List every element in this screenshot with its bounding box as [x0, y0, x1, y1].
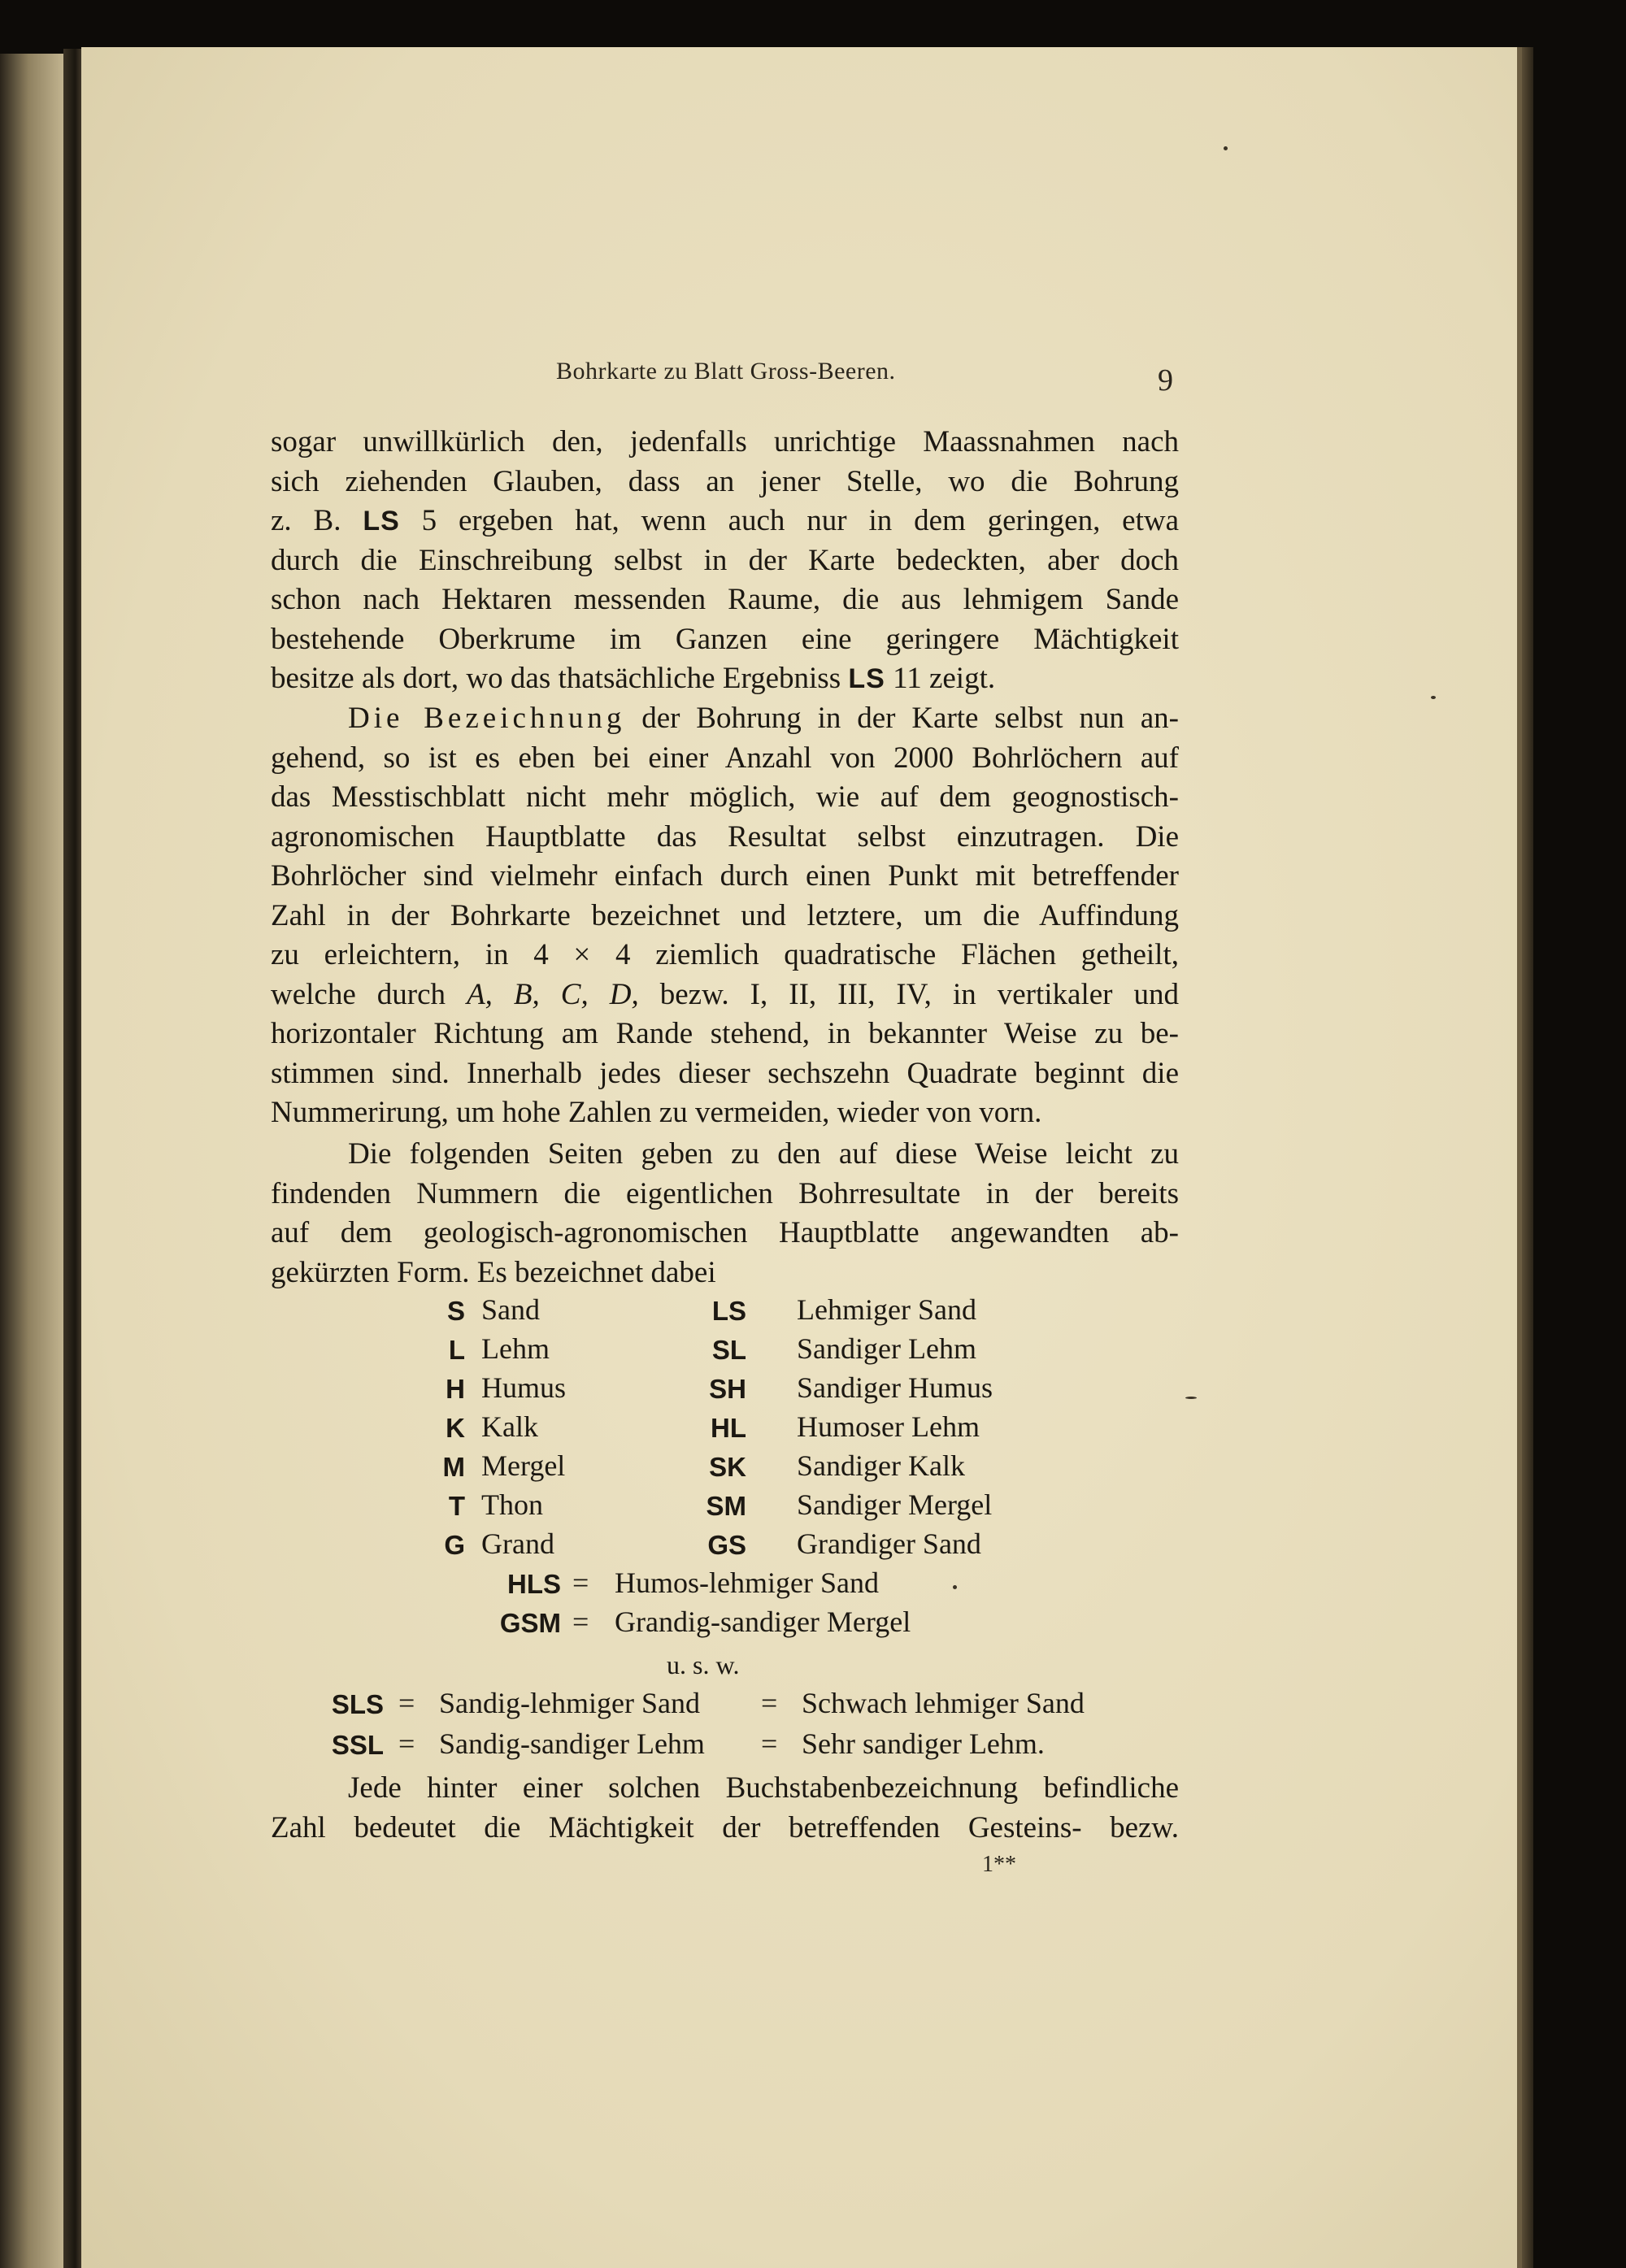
text-line: [271, 699, 1179, 739]
soil-code: T: [448, 1491, 465, 1521]
soil-name: Grandig-sandiger Mergel: [615, 1605, 911, 1638]
soil-name: Sandiger Lehm: [797, 1332, 976, 1365]
soil-name: Mergel: [481, 1449, 566, 1482]
equals-sign: =: [761, 1687, 778, 1719]
scan-speck: [1431, 696, 1436, 699]
legend-entry: [406, 1449, 650, 1488]
soil-alt-name: Sehr sandiger Lehm.: [802, 1727, 1045, 1760]
soil-name: Grand: [481, 1527, 554, 1560]
scan-speck: [1224, 146, 1228, 150]
page-edge-shadow: [1522, 47, 1533, 2268]
text-line: schon nach Hektaren messenden Raume, die aus lehmigem Sande: [271, 583, 1179, 616]
legend-entry: [711, 1293, 1057, 1332]
equals-sign: =: [572, 1605, 589, 1638]
legend-entry: [406, 1371, 650, 1410]
soil-name: Lehm: [481, 1332, 550, 1365]
soil-code: HL: [711, 1413, 746, 1443]
soil-name: Humoser Lehm: [797, 1410, 980, 1443]
text-line: sich ziehenden Glauben, dass an jener Stelle, wo die Bohrung: [271, 464, 1179, 498]
legend-entry: [709, 1371, 1057, 1410]
text-line: agronomischen Hauptblatte das Resultat selbst einzutragen. Die: [271, 819, 1179, 854]
legend-combined-entry: [488, 1566, 1008, 1605]
text-line: gehend, so ist es eben bei einer Anzahl von 2000 Bohrlöchern auf: [271, 741, 1179, 775]
legend-entry: [406, 1410, 650, 1449]
text-line: bestehende Oberkrume im Ganzen eine geringere Mächtigkeit: [271, 622, 1179, 656]
soil-name: Lehmiger Sand: [797, 1293, 976, 1326]
soil-code: G: [444, 1530, 465, 1560]
soil-code: LS: [711, 1296, 746, 1326]
text-line: Nummerirung, um hohe Zahlen zu vermeiden, wieder von vorn.: [271, 1096, 1042, 1129]
legend-entry: [711, 1410, 1057, 1449]
scan-speck: [953, 1585, 957, 1589]
text-line: das Messtischblatt nicht mehr möglich, wie auf dem geognostisch-: [271, 780, 1179, 814]
paragraph-3: [271, 1135, 1179, 1293]
soil-name: Sandiger Mergel: [797, 1488, 993, 1521]
text-line: [271, 975, 1179, 1015]
soil-code: SLS: [331, 1689, 384, 1719]
text-line: Jede hinter einer solchen Buchstabenbezeichnung befindliche: [348, 1771, 1179, 1805]
soil-code: GS: [707, 1530, 746, 1560]
soil-name: Thon: [481, 1488, 543, 1521]
etc-abbreviation: u. s. w.: [667, 1650, 740, 1679]
spaced-emphasis: Die Bezeichnung: [348, 702, 626, 735]
legend-combined-entry: [488, 1605, 1008, 1644]
printer-signature: 1**: [982, 1852, 1016, 1877]
soil-name: Sandig-lehmiger Sand: [439, 1687, 700, 1719]
text-line: Die folgenden Seiten geben zu den auf diese Weise leicht zu: [348, 1137, 1179, 1171]
soil-code: SH: [709, 1374, 746, 1404]
book-gutter: [63, 49, 83, 2268]
legend-entry: [709, 1449, 1057, 1488]
equals-sign: =: [761, 1727, 778, 1760]
text-segment: der Bohrung in der Karte selbst nun an-: [641, 702, 1179, 735]
text-line: [271, 659, 1179, 699]
soil-code: LS: [848, 663, 885, 694]
scan-speck: [1185, 1397, 1197, 1399]
equals-sign: =: [398, 1687, 415, 1719]
text-segment: besitze als dort, wo das thatsächliche Ergebniss: [271, 662, 841, 695]
text-line: sogar unwillkürlich den, jedenfalls unrichtige Maassnahmen nach: [271, 425, 1179, 458]
soil-code: SK: [709, 1452, 746, 1482]
text-segment: welche durch: [271, 977, 446, 1011]
soil-code: L: [448, 1335, 465, 1365]
text-line: findenden Nummern die eigentlichen Bohrresultate in der bereits: [271, 1176, 1179, 1210]
soil-name: Grandiger Sand: [797, 1527, 981, 1560]
soil-name: Sand: [481, 1293, 540, 1326]
soil-code: K: [446, 1413, 465, 1443]
text-line: Zahl in der Bohrkarte bezeichnet und letztere, um die Auffindung: [271, 898, 1179, 932]
text-line: stimmen sind. Innerhalb jedes dieser sechszehn Quadrate beginnt die: [271, 1056, 1179, 1090]
soil-code: S: [446, 1296, 465, 1326]
text-line: auf dem geologisch-agronomischen Hauptblatte angewandten ab-: [271, 1216, 1179, 1249]
text-line: [271, 502, 1179, 541]
legend-entry: [406, 1293, 650, 1332]
soil-code: M: [442, 1452, 465, 1482]
soil-code: HLS: [507, 1569, 561, 1599]
soil-alt-name: Schwach lehmiger Sand: [802, 1687, 1085, 1719]
equals-sign: =: [572, 1566, 589, 1599]
text-segment: 5 ergeben hat, wenn auch nur in dem geringen, etwa: [421, 504, 1180, 537]
soil-code: SM: [706, 1491, 746, 1521]
soil-code: H: [446, 1374, 465, 1404]
text-segment: z. B.: [271, 504, 341, 537]
legend-entry: [706, 1488, 1057, 1527]
text-line: gekürzten Form. Es bezeichnet dabei: [271, 1255, 716, 1289]
legend-special-entry: [315, 1727, 1177, 1766]
legend-entry: [406, 1527, 650, 1566]
legend-entry: [406, 1488, 650, 1527]
soil-name: Humus: [481, 1371, 567, 1404]
paragraph-2: [271, 699, 1179, 1133]
text-line: Zahl bedeutet die Mächtigkeit der betreffenden Gesteins- bezw.: [271, 1810, 1179, 1844]
text-segment: 11 zeigt.: [893, 662, 996, 695]
soil-code: LS: [363, 506, 400, 537]
soil-name: Humos-lehmiger Sand: [615, 1566, 879, 1599]
running-header: Bohrkarte zu Blatt Gross-Beeren.: [556, 358, 896, 385]
soil-name: Sandig-sandiger Lehm: [439, 1727, 705, 1760]
page-number: 9: [1158, 363, 1173, 398]
soil-code: SL: [711, 1335, 746, 1365]
paragraph-4: [271, 1769, 1179, 1848]
italic-letters: A, B, C, D,: [467, 977, 639, 1011]
text-segment: bezw. I, II, III, IV, in vertikaler und: [659, 977, 1180, 1011]
legend-special-entry: [315, 1686, 1177, 1725]
text-line: zu erleichtern, in 4 × 4 ziemlich quadratische Flächen getheilt,: [271, 938, 1179, 971]
soil-name: Sandiger Humus: [797, 1371, 993, 1404]
soil-name: Kalk: [481, 1410, 538, 1443]
legend-entry: [406, 1332, 650, 1371]
equals-sign: =: [398, 1727, 415, 1760]
text-line: Bohrlöcher sind vielmehr einfach durch einen Punkt mit betreffender: [271, 859, 1179, 893]
soil-code: SSL: [331, 1730, 384, 1760]
text-line: horizontaler Richtung am Rande stehend, in bekannter Weise zu be-: [271, 1017, 1179, 1050]
paragraph-1: [271, 423, 1179, 699]
soil-name: Sandiger Kalk: [797, 1449, 965, 1482]
soil-code: GSM: [499, 1608, 561, 1638]
legend-entry: [707, 1527, 1057, 1566]
facing-page-edge: [0, 54, 72, 2268]
legend-entry: [711, 1332, 1057, 1371]
text-line: durch die Einschreibung selbst in der Karte bedeckten, aber doch: [271, 543, 1179, 577]
